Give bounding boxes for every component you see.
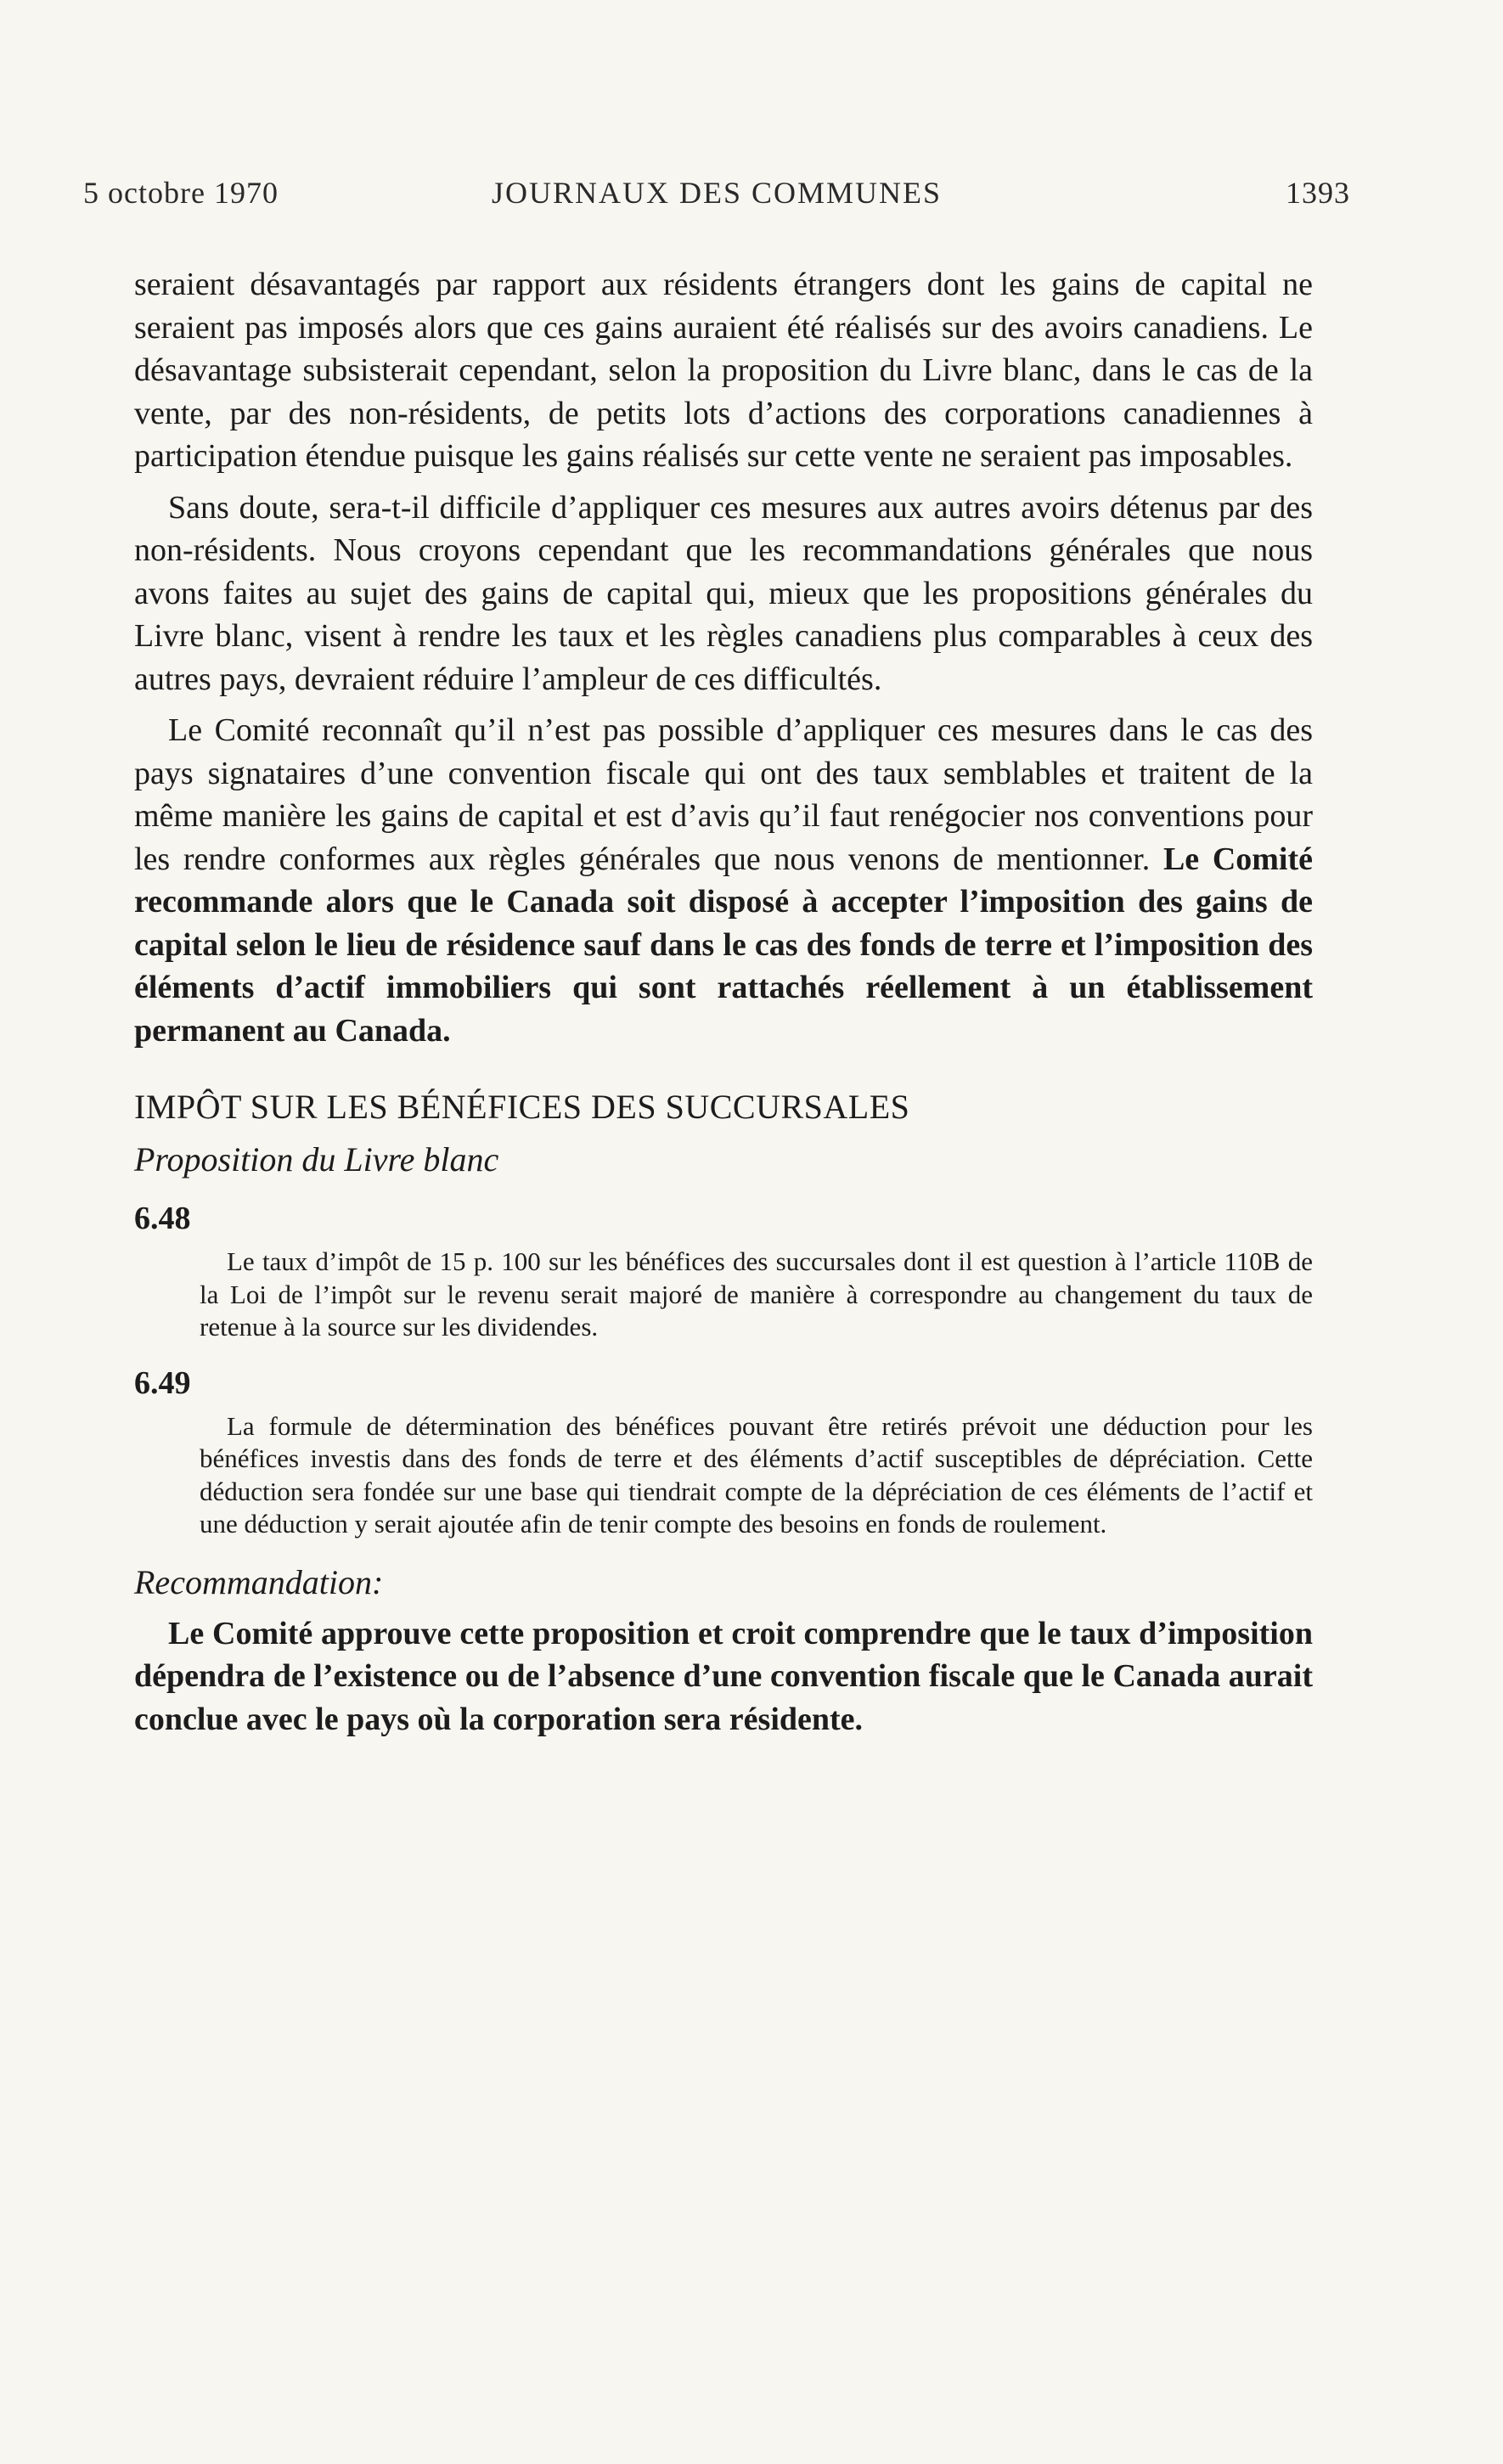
paragraph-text: Le Comité reconnaît qu’il n’est pas possible d’appliquer ces mesures dans le cas des pays signataires d’une convention fiscale qui ont des taux semblables et traitent de la même manière les gains de capital et est d’avis qu’il faut renégocier nos conventions pour les rendre conformes aux règles générales que nous venons de mentionner. (134, 712, 1313, 877)
section-subheading: Proposition du Livre blanc (134, 1140, 499, 1179)
item-number-649: 6.49 (134, 1364, 191, 1401)
paragraph-committee-recommendation (134, 709, 1313, 1052)
header-date: 5 octobre 1970 (83, 176, 279, 210)
paragraph-text: Sans doute, sera-t-il difficile d’appliquer ces mesures aux autres avoirs détenus par des non-résidents. Nous croyons cependant que les recommandations générales que nous avons faites au sujet des gains de capital qui, mieux que les propositions générales du Livre blanc, visent à rendre les taux et les règles canadiens plus comparables à ceux des autres pays, devraient réduire l’ampleur de ces difficultés. (134, 489, 1313, 697)
paragraph-bold-recommendation: Le Comité recommande alors que le Canada soit disposé à accepter l’imposition des gains de capital selon le lieu de résidence sauf dans le cas des fonds de terre et l’imposition des éléments d’actif immobiliers qui sont rattachés réellement à un établissement permanent au Canada. (134, 841, 1314, 1049)
header-page-number: 1393 (1286, 176, 1350, 210)
header-journal-title: JOURNAUX DES COMMUNES (491, 176, 943, 210)
item-text-648: Le taux d’impôt de 15 p. 100 sur les bénéfices des succursales dont il est question à l’article 110B de la Loi de l’impôt sur le revenu serait majoré de manière à correspondre au changement du taux de retenue à la source sur les dividendes. (200, 1246, 1313, 1342)
paragraph-text: seraient désavantagés par rapport aux résidents étrangers dont les gains de capital ne seraient pas imposés alors que ces gains auraient été réalisés sur des avoirs canadiens. Le désavantage subsisterait cependant, selon la proposition du Livre blanc, dans le cas de la vente, par des non-résidents, de petits lots d’actions des corporations canadiennes à participation étendue puisque les gains réalisés sur cette vente ne seraient pas imposables. (134, 267, 1313, 474)
paragraph-difficulties (134, 487, 1313, 701)
paragraph-continuation (134, 263, 1313, 478)
recommendation-label: Recommandation: (134, 1562, 384, 1601)
item-number-648: 6.48 (134, 1201, 191, 1236)
recommendation-text: Le Comité approuve cette proposition et croit comprendre que le taux d’imposition dépendra de l’existence ou de l’absence d’une convention fiscale que le Canada aurait conclue avec le pays où la corporation sera résidente. (134, 1615, 1313, 1737)
page-content (134, 263, 1313, 1741)
page-header (83, 175, 1350, 219)
section-heading: IMPÔT SUR LES BÉNÉFICES DES SUCCURSALES (134, 1088, 910, 1126)
item-text-649: La formule de détermination des bénéfices pouvant être retirés prévoit une déduction pour les bénéfices investis dans des fonds de terre et des éléments d’actif susceptibles de dépréciation. Cette déduction sera fondée sur une base qui tiendrait compte de la dépréciation de ces éléments de l’actif et une déduction y serait ajoutée afin de tenir compte des besoins en fonds de roulement. (200, 1410, 1313, 1539)
